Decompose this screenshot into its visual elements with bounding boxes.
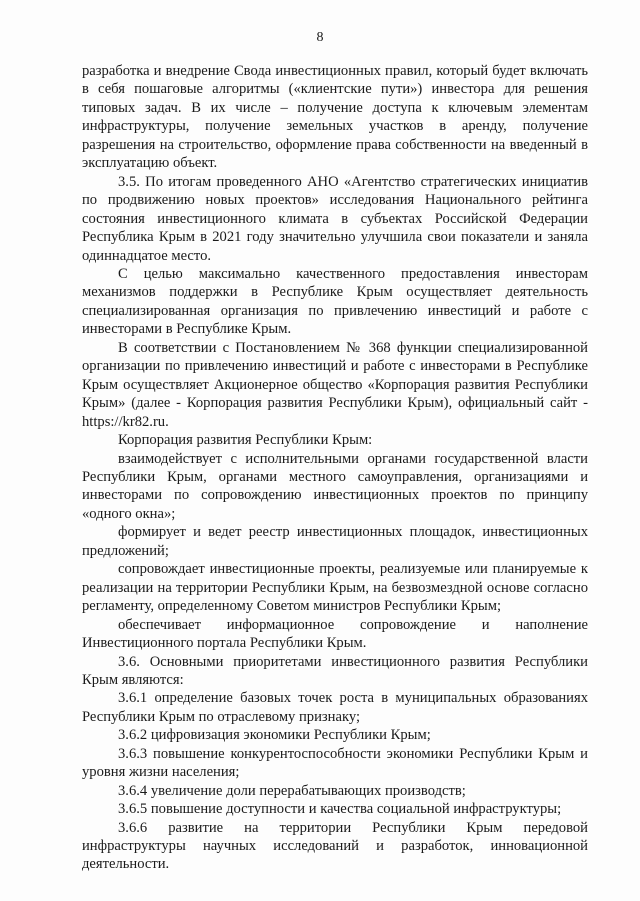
paragraph: 3.6.2 цифровизация экономики Республики Крым; bbox=[118, 727, 431, 744]
paragraph: 3.6.5 повышение доступности и качества социальной инфраструктуры; bbox=[118, 801, 562, 818]
paragraph: Корпорация развития Республики Крым: bbox=[118, 432, 373, 449]
paragraph: 3.5. По итогам проведенного АНО «Агентство стратегических инициатив по продвижению новых проектов» исследования Национального рейтинга состояния инвестиционного климата в субъектах Российской Федерации Республика Крым в 2021 году значительно улучшила свои показатели и заняла одиннадцатое место. bbox=[82, 173, 588, 264]
paragraph: взаимодействует с исполнительными органами государственной власти Республики Крым, органами местного самоуправления, организациями и инвесторами по сопровождению инвестиционных проектов по принципу «одного окна»; bbox=[82, 450, 588, 522]
document-body bbox=[82, 62, 588, 874]
paragraph: С целью максимально качественного предоставления инвесторам механизмов поддержки в Республике Крым осуществляет деятельность специализированная организация по привлечению инвестиций и работе с инвесторами в Республике Крым. bbox=[82, 265, 588, 338]
page-number: 8 bbox=[316, 30, 324, 45]
paragraph: 3.6.1 определение базовых точек роста в муниципальных образованиях Республики Крым по отраслевому признаку; bbox=[82, 690, 588, 725]
paragraph: 3.6.3 повышение конкурентоспособности экономики Республики Крым и уровня жизни населения; bbox=[82, 745, 588, 781]
paragraph: В соответствии с Постановлением № 368 функции специализированной организации по привлечению инвестиций и работе с инвесторами в Республике Крым осуществляет Акционерное общество «Корпорация развития Республики Крым» (далее - Корпорация развития Республики Крым), официальный сайт - https://kr82.ru. bbox=[82, 339, 588, 430]
paragraph: 3.6.6 развитие на территории Республики Крым передовой инфраструктуры научных исследований и разработок, инновационной деятельности. bbox=[82, 819, 588, 873]
paragraph: 3.6. Основными приоритетами инвестиционного развития Республики Крым являются: bbox=[82, 653, 588, 688]
paragraph: обеспечивает информационное сопровождение и наполнение Инвестиционного портала Республики Крым. bbox=[82, 616, 588, 652]
paragraph: сопровождает инвестиционные проекты, реализуемые или планируемые к реализации на территории Республики Крым, на безвозмездной основе согласно регламенту, определенному Советом министров Республики Крым; bbox=[82, 561, 588, 615]
paragraph: разработка и внедрение Свода инвестиционных правил, который будет включать в себя пошаговые алгоритмы («клиентские пути») инвестора для решения типовых задач. В их числе – получение доступа к ключевым элементам инфраструктуры, получение земельных участков в аренду, получение разрешения на строительство, оформление права собственности на введенный в эксплуатацию объект. bbox=[82, 63, 588, 172]
paragraph: формирует и ведет реестр инвестиционных площадок, инвестиционных предложений; bbox=[82, 524, 588, 559]
paragraph: 3.6.4 увеличение доли перерабатывающих производств; bbox=[118, 782, 466, 799]
